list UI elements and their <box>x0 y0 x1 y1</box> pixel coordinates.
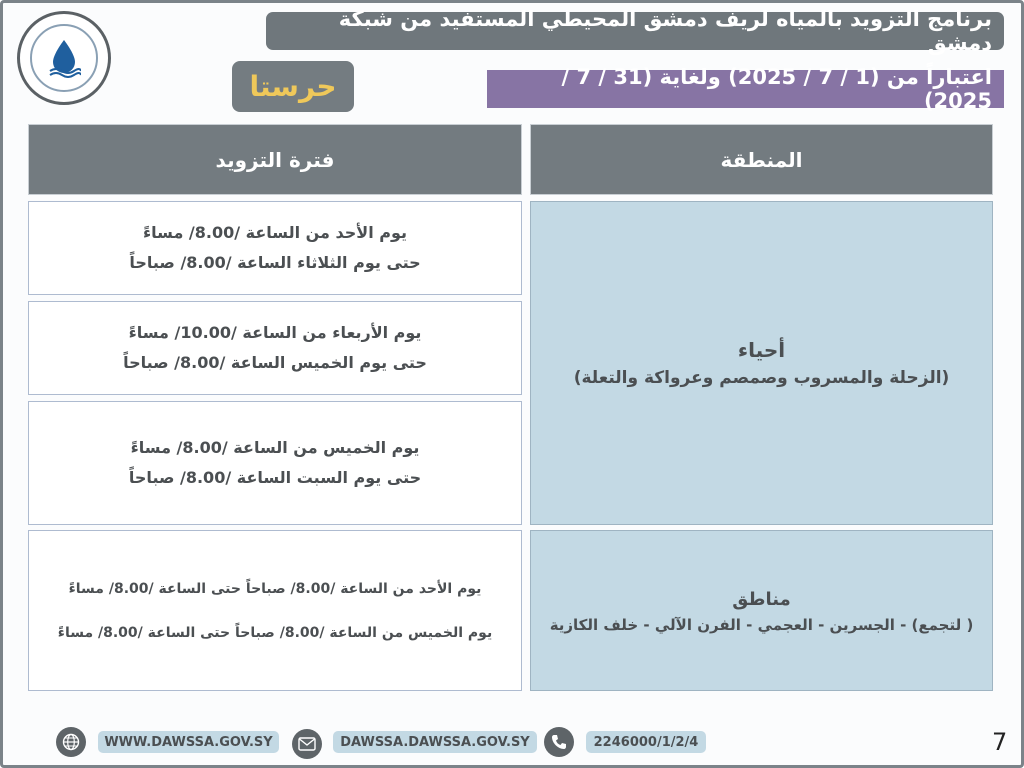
mail-icon <box>292 729 322 759</box>
period-line: حتى يوم السبت الساعة /8.00/ صباحاً <box>128 468 422 487</box>
period-line: حتى يوم الثلاثاء الساعة /8.00/ صباحاً <box>129 253 421 272</box>
area-cell-neighborhoods <box>530 201 993 525</box>
period-cell <box>28 530 522 691</box>
area-cell-districts <box>530 530 993 691</box>
period-line: حتى يوم الخميس الساعة /8.00/ صباحاً <box>123 353 427 372</box>
page-number: 7 <box>992 728 1008 756</box>
period-cell <box>28 201 522 295</box>
period-line: يوم الأربعاء من الساعة /10.00/ مساءً <box>128 323 422 342</box>
period-line: يوم الخميس من الساعة /8.00/ مساءً <box>130 438 420 457</box>
email-link[interactable]: DAWSSA.DAWSSA.GOV.SY <box>333 731 537 753</box>
globe-icon <box>56 727 86 757</box>
period-line: يوم الخميس من الساعة /8.00/ صباحاً حتى الساعة /8.00/ مساءً <box>57 624 493 641</box>
website-link[interactable]: WWW.DAWSSA.GOV.SY <box>98 731 279 753</box>
header-period: فترة التزويد <box>28 124 522 195</box>
logo-emblem-icon <box>30 24 98 92</box>
period-line: يوم الأحد من الساعة /8.00/ صباحاً حتى الساعة /8.00/ مساءً <box>68 580 482 597</box>
period-cell <box>28 301 522 395</box>
city-badge: حرستا <box>232 61 354 112</box>
period-cell <box>28 401 522 525</box>
page-title: برنامج التزويد بالمياه لريف دمشق المحيطي المستفيد من شبكة دمشق <box>266 12 1004 50</box>
header-area: المنطقة <box>530 124 993 195</box>
date-range: اعتباراً من (1 / 7 / 2025) ولغاية (31 / 7 / 2025) <box>487 70 1004 108</box>
organization-logo <box>17 11 111 105</box>
area-title: مناطق <box>732 588 791 610</box>
phone-number[interactable]: 2246000/1/2/4 <box>586 731 706 753</box>
phone-icon <box>544 727 574 757</box>
area-title: أحياء <box>737 338 786 362</box>
period-line: يوم الأحد من الساعة /8.00/ مساءً <box>142 223 408 242</box>
area-subtitle: (الزحلة والمسروب وصمصم وعرواكة والتعلة) <box>573 368 950 388</box>
area-subtitle: ( لتجمع) - الجسرين - العجمي - الفرن الآلي - خلف الكازية <box>549 615 974 634</box>
